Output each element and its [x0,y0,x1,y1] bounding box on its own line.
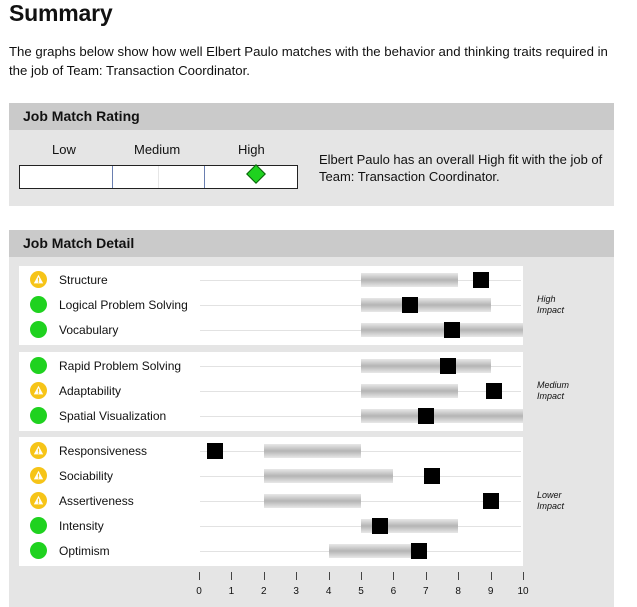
axis-tick-label: 9 [487,586,494,597]
trait-name: Rapid Problem Solving [59,359,182,373]
warning-status-icon [30,442,47,459]
trait-row [19,318,523,343]
target-range-band [361,273,458,287]
axis-tick-label: 10 [517,586,529,597]
trait-name: Spatial Visualization [59,409,167,423]
match-status-icon [30,517,47,534]
score-marker [444,322,460,338]
trait-group [19,352,523,431]
axis-tick-label: 8 [455,586,461,597]
impact-label-line: Medium [537,380,570,390]
score-axis [9,566,614,606]
target-range-band [361,298,491,312]
match-status-icon [30,542,47,559]
score-marker [473,272,489,288]
trait-name: Optimism [59,544,110,558]
axis-tick-label: 0 [196,586,202,597]
match-status-icon [30,407,47,424]
impact-label [537,490,564,512]
impact-label [537,380,569,402]
score-marker [440,358,456,374]
target-range-band [264,444,361,458]
score-marker [483,493,499,509]
axis-tick [296,572,297,580]
warning-status-icon [30,492,47,509]
axis-tick-label: 6 [390,586,397,597]
trait-row [19,464,523,489]
trait-group [19,266,523,345]
match-status-icon [30,296,47,313]
match-status-icon [30,321,47,338]
intro-text: The graphs below show how well Elbert Paulo matches with the behavior and thinking traits required in the job of Team: Transaction Coordinator. [9,44,608,78]
job-match-detail-panel [9,230,614,607]
target-range-band [361,323,523,337]
trait-name: Assertiveness [59,494,134,508]
score-marker [372,518,388,534]
rating-label-high: High [238,142,265,157]
impact-label-line: Impact [537,391,565,401]
target-range-band [264,469,394,483]
axis-tick [458,572,459,580]
axis-tick [393,572,394,580]
axis-tick [264,572,265,580]
trait-row [19,489,523,514]
rating-divider [204,166,205,188]
axis-tick-label: 2 [261,586,267,597]
axis-tick-label: 3 [293,586,299,597]
trait-name: Intensity [59,519,104,533]
trait-name: Logical Problem Solving [59,298,188,312]
axis-tick [491,572,492,580]
trait-name: Responsiveness [59,444,148,458]
match-status-icon [30,357,47,374]
trait-row [19,514,523,539]
trait-name: Structure [59,273,108,287]
rating-divider [158,166,159,188]
score-marker [207,443,223,459]
trait-row [19,293,523,318]
job-match-detail-heading: Job Match Detail [9,230,614,257]
trait-group [19,437,523,566]
rating-divider [112,166,113,188]
axis-tick [231,572,232,580]
warning-status-icon [30,467,47,484]
trait-name: Adaptability [59,384,122,398]
job-match-rating-heading: Job Match Rating [9,103,614,130]
rating-label-low: Low [52,142,76,157]
trait-name: Vocabulary [59,323,119,337]
axis-tick-label: 4 [325,586,332,597]
impact-label-line: Impact [537,305,565,315]
rating-summary-text: Elbert Paulo has an overall High fit with the job of Team: Transaction Coordinator. [319,152,603,184]
target-range-band [361,384,458,398]
target-range-band [361,359,491,373]
target-range-band [361,409,523,423]
page-title: Summary [9,0,113,26]
trait-row [19,268,523,293]
trait-row [19,539,523,564]
score-marker [418,408,434,424]
axis-tick [329,572,330,580]
axis-tick-label: 1 [228,586,235,597]
impact-label-line: Lower [537,490,562,500]
trait-row [19,379,523,404]
impact-label-line: Impact [537,501,565,511]
impact-label [537,294,564,316]
rating-label-medium: Medium [134,142,181,157]
trait-row [19,404,523,429]
warning-status-icon [30,271,47,288]
score-marker [411,543,427,559]
axis-tick [361,572,362,580]
axis-tick-label: 5 [358,586,364,597]
warning-status-icon [30,382,47,399]
axis-tick [523,572,524,580]
score-marker [424,468,440,484]
score-marker [402,297,418,313]
trait-row [19,354,523,379]
axis-tick [426,572,427,580]
axis-tick-label: 7 [423,586,429,597]
trait-name: Sociability [59,469,114,483]
job-match-rating-panel [9,103,614,206]
trait-row [19,439,523,464]
target-range-band [264,494,361,508]
axis-tick [199,572,200,580]
score-marker [486,383,502,399]
impact-label-line: High [537,294,556,304]
